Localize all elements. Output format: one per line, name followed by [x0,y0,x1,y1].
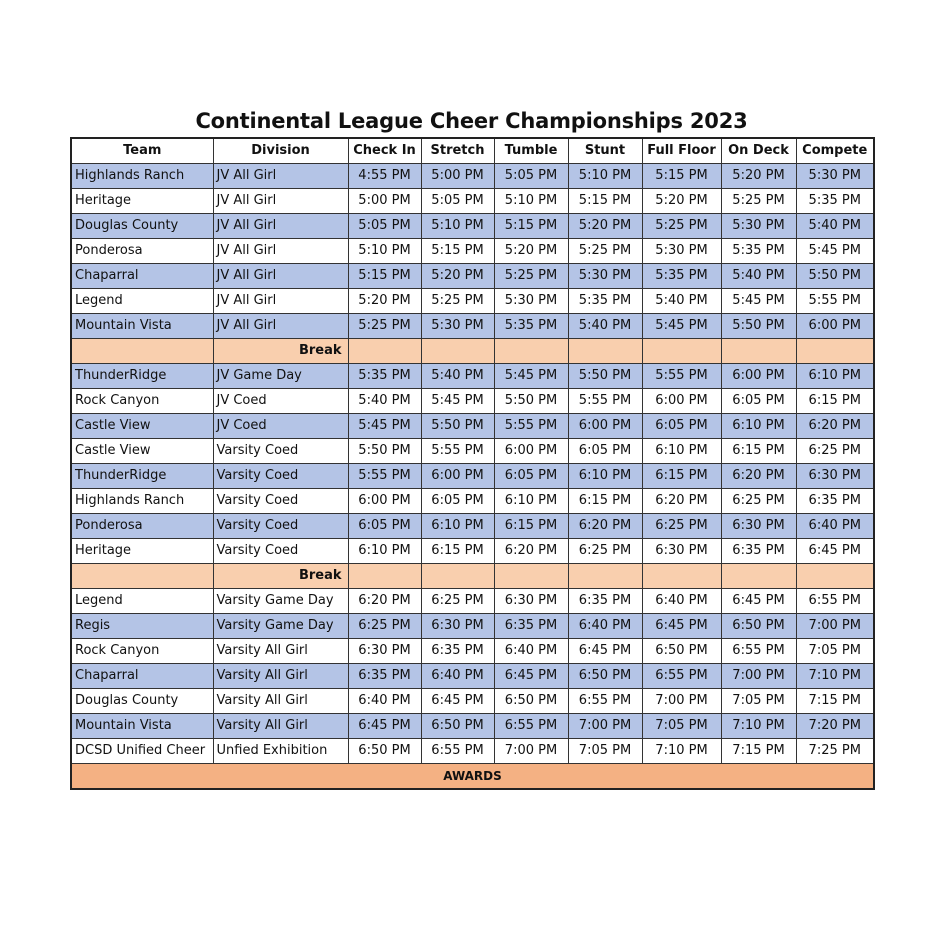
on-deck-time-cell: 6:45 PM [721,589,796,614]
check-in-time-cell: 5:35 PM [348,364,421,389]
column-header-tumble: Tumble [494,138,568,164]
division-cell: JV Coed [213,414,348,439]
division-cell: Varsity Game Day [213,614,348,639]
compete-time-cell: 5:40 PM [796,214,874,239]
stunt-time-cell: 6:00 PM [568,414,642,439]
tumble-time-cell: 5:30 PM [494,289,568,314]
check-in-time-cell: 5:10 PM [348,239,421,264]
tumble-time-cell: 5:25 PM [494,264,568,289]
stretch-time-cell: 5:00 PM [421,164,494,189]
on-deck-time-cell: 6:05 PM [721,389,796,414]
check-in-time-cell: 6:40 PM [348,689,421,714]
division-cell: JV All Girl [213,314,348,339]
full-floor-time-cell: 5:30 PM [642,239,721,264]
break-blank-cell [721,339,796,364]
tumble-time-cell: 6:40 PM [494,639,568,664]
compete-time-cell: 7:05 PM [796,639,874,664]
awards-label: AWARDS [71,764,874,790]
check-in-time-cell: 6:20 PM [348,589,421,614]
compete-time-cell: 6:55 PM [796,589,874,614]
break-blank-cell [348,339,421,364]
break-label: Break [213,564,348,589]
stunt-time-cell: 5:20 PM [568,214,642,239]
break-row [71,339,874,364]
stretch-time-cell: 5:25 PM [421,289,494,314]
check-in-time-cell: 6:05 PM [348,514,421,539]
on-deck-time-cell: 5:50 PM [721,314,796,339]
stretch-time-cell: 6:40 PM [421,664,494,689]
page-title: Continental League Cheer Championships 2023 [195,109,748,133]
full-floor-time-cell: 6:00 PM [642,389,721,414]
team-cell: Chaparral [71,264,213,289]
stunt-time-cell: 6:25 PM [568,539,642,564]
team-cell: Castle View [71,414,213,439]
stunt-time-cell: 5:10 PM [568,164,642,189]
stunt-time-cell: 6:55 PM [568,689,642,714]
tumble-time-cell: 6:05 PM [494,464,568,489]
team-cell: Mountain Vista [71,314,213,339]
compete-time-cell: 7:10 PM [796,664,874,689]
table-row [71,364,874,389]
column-header-on-deck: On Deck [721,138,796,164]
on-deck-time-cell: 7:15 PM [721,739,796,764]
division-cell: Varsity Coed [213,539,348,564]
full-floor-time-cell: 6:50 PM [642,639,721,664]
team-cell: Rock Canyon [71,639,213,664]
table-row [71,589,874,614]
stretch-time-cell: 6:50 PM [421,714,494,739]
check-in-time-cell: 6:00 PM [348,489,421,514]
on-deck-time-cell: 5:35 PM [721,239,796,264]
division-cell: Varsity All Girl [213,689,348,714]
stunt-time-cell: 6:10 PM [568,464,642,489]
stunt-time-cell: 6:05 PM [568,439,642,464]
table-row [71,189,874,214]
stretch-time-cell: 5:40 PM [421,364,494,389]
stretch-time-cell: 5:30 PM [421,314,494,339]
tumble-time-cell: 5:50 PM [494,389,568,414]
check-in-time-cell: 6:25 PM [348,614,421,639]
stretch-time-cell: 5:05 PM [421,189,494,214]
team-cell: Legend [71,289,213,314]
division-cell: JV All Girl [213,164,348,189]
tumble-time-cell: 6:10 PM [494,489,568,514]
tumble-time-cell: 5:55 PM [494,414,568,439]
tumble-time-cell: 5:45 PM [494,364,568,389]
stunt-time-cell: 5:30 PM [568,264,642,289]
stretch-time-cell: 6:15 PM [421,539,494,564]
team-cell: Legend [71,589,213,614]
division-cell: Varsity All Girl [213,664,348,689]
check-in-time-cell: 4:55 PM [348,164,421,189]
stretch-time-cell: 6:00 PM [421,464,494,489]
compete-time-cell: 6:25 PM [796,439,874,464]
compete-time-cell: 6:15 PM [796,389,874,414]
full-floor-time-cell: 6:30 PM [642,539,721,564]
check-in-time-cell: 6:30 PM [348,639,421,664]
table-row [71,239,874,264]
full-floor-time-cell: 5:55 PM [642,364,721,389]
check-in-time-cell: 5:20 PM [348,289,421,314]
table-row [71,664,874,689]
stunt-time-cell: 6:35 PM [568,589,642,614]
division-cell: Varsity Coed [213,514,348,539]
check-in-time-cell: 5:15 PM [348,264,421,289]
team-cell: ThunderRidge [71,464,213,489]
check-in-time-cell: 5:25 PM [348,314,421,339]
on-deck-time-cell: 6:10 PM [721,414,796,439]
team-cell: Regis [71,614,213,639]
table-row [71,414,874,439]
table-row [71,739,874,764]
break-blank-cell [421,564,494,589]
compete-time-cell: 5:55 PM [796,289,874,314]
check-in-time-cell: 6:10 PM [348,539,421,564]
team-cell: Heritage [71,539,213,564]
stretch-time-cell: 6:05 PM [421,489,494,514]
on-deck-time-cell: 7:05 PM [721,689,796,714]
stretch-time-cell: 6:25 PM [421,589,494,614]
awards-row [71,764,874,790]
table-row [71,264,874,289]
tumble-time-cell: 6:00 PM [494,439,568,464]
division-cell: Varsity Coed [213,439,348,464]
team-cell: Highlands Ranch [71,164,213,189]
tumble-time-cell: 6:50 PM [494,689,568,714]
tumble-time-cell: 6:30 PM [494,589,568,614]
check-in-time-cell: 5:40 PM [348,389,421,414]
full-floor-time-cell: 6:10 PM [642,439,721,464]
full-floor-time-cell: 7:00 PM [642,689,721,714]
table-row [71,214,874,239]
stretch-time-cell: 5:10 PM [421,214,494,239]
division-cell: JV Coed [213,389,348,414]
compete-time-cell: 5:30 PM [796,164,874,189]
division-cell: Varsity Game Day [213,589,348,614]
stretch-time-cell: 5:55 PM [421,439,494,464]
check-in-time-cell: 5:55 PM [348,464,421,489]
tumble-time-cell: 5:15 PM [494,214,568,239]
on-deck-time-cell: 6:30 PM [721,514,796,539]
compete-time-cell: 7:15 PM [796,689,874,714]
tumble-time-cell: 5:20 PM [494,239,568,264]
on-deck-time-cell: 6:15 PM [721,439,796,464]
table-row [71,289,874,314]
full-floor-time-cell: 6:05 PM [642,414,721,439]
table-row [71,689,874,714]
stunt-time-cell: 5:25 PM [568,239,642,264]
table-row [71,314,874,339]
on-deck-time-cell: 6:25 PM [721,489,796,514]
column-header-compete: Compete [796,138,874,164]
division-cell: JV All Girl [213,264,348,289]
column-header-division: Division [213,138,348,164]
column-header-stunt: Stunt [568,138,642,164]
table-row [71,164,874,189]
division-cell: JV All Girl [213,239,348,264]
team-cell: DCSD Unified Cheer [71,739,213,764]
division-cell: Varsity Coed [213,464,348,489]
compete-time-cell: 7:00 PM [796,614,874,639]
stretch-time-cell: 6:30 PM [421,614,494,639]
stunt-time-cell: 6:15 PM [568,489,642,514]
break-blank-cell [642,564,721,589]
division-cell: Varsity All Girl [213,714,348,739]
division-cell: JV All Girl [213,214,348,239]
tumble-time-cell: 6:35 PM [494,614,568,639]
compete-time-cell: 6:30 PM [796,464,874,489]
full-floor-time-cell: 5:35 PM [642,264,721,289]
division-cell: Varsity All Girl [213,639,348,664]
break-label: Break [213,339,348,364]
team-cell: Rock Canyon [71,389,213,414]
team-cell: Ponderosa [71,514,213,539]
check-in-time-cell: 5:50 PM [348,439,421,464]
break-blank-cell [568,339,642,364]
full-floor-time-cell: 7:05 PM [642,714,721,739]
division-cell: JV All Girl [213,289,348,314]
table-row [71,639,874,664]
team-cell: ThunderRidge [71,364,213,389]
break-blank-cell [348,564,421,589]
column-header-check-in: Check In [348,138,421,164]
stunt-time-cell: 7:00 PM [568,714,642,739]
schedule-body [71,164,874,764]
stretch-time-cell: 6:45 PM [421,689,494,714]
full-floor-time-cell: 5:20 PM [642,189,721,214]
full-floor-time-cell: 6:40 PM [642,589,721,614]
full-floor-time-cell: 6:25 PM [642,514,721,539]
team-cell: Highlands Ranch [71,489,213,514]
division-cell: Unfied Exhibition [213,739,348,764]
full-floor-time-cell: 6:45 PM [642,614,721,639]
break-blank-cell [494,339,568,364]
table-row [71,714,874,739]
on-deck-time-cell: 5:25 PM [721,189,796,214]
table-row [71,614,874,639]
table-row [71,489,874,514]
table-row [71,514,874,539]
stretch-time-cell: 6:10 PM [421,514,494,539]
header-row [71,138,874,164]
compete-time-cell: 5:50 PM [796,264,874,289]
break-blank-cell [494,564,568,589]
stunt-time-cell: 7:05 PM [568,739,642,764]
stretch-time-cell: 5:15 PM [421,239,494,264]
full-floor-time-cell: 6:20 PM [642,489,721,514]
stunt-time-cell: 5:40 PM [568,314,642,339]
full-floor-time-cell: 6:15 PM [642,464,721,489]
team-cell: Douglas County [71,689,213,714]
team-cell: Castle View [71,439,213,464]
break-blank-cell [71,339,213,364]
full-floor-time-cell: 5:45 PM [642,314,721,339]
on-deck-time-cell: 5:20 PM [721,164,796,189]
check-in-time-cell: 5:05 PM [348,214,421,239]
full-floor-time-cell: 5:25 PM [642,214,721,239]
team-cell: Ponderosa [71,239,213,264]
team-cell: Chaparral [71,664,213,689]
stunt-time-cell: 6:40 PM [568,614,642,639]
on-deck-time-cell: 5:45 PM [721,289,796,314]
check-in-time-cell: 6:50 PM [348,739,421,764]
compete-time-cell: 6:20 PM [796,414,874,439]
tumble-time-cell: 6:45 PM [494,664,568,689]
stunt-time-cell: 5:15 PM [568,189,642,214]
tumble-time-cell: 5:05 PM [494,164,568,189]
table-row [71,439,874,464]
team-cell: Douglas County [71,214,213,239]
full-floor-time-cell: 5:15 PM [642,164,721,189]
stunt-time-cell: 5:55 PM [568,389,642,414]
on-deck-time-cell: 7:00 PM [721,664,796,689]
compete-time-cell: 6:00 PM [796,314,874,339]
compete-time-cell: 5:45 PM [796,239,874,264]
tumble-time-cell: 6:15 PM [494,514,568,539]
on-deck-time-cell: 6:55 PM [721,639,796,664]
check-in-time-cell: 6:45 PM [348,714,421,739]
division-cell: JV All Girl [213,189,348,214]
column-header-full-floor: Full Floor [642,138,721,164]
full-floor-time-cell: 6:55 PM [642,664,721,689]
break-blank-cell [642,339,721,364]
on-deck-time-cell: 7:10 PM [721,714,796,739]
compete-time-cell: 7:20 PM [796,714,874,739]
team-cell: Heritage [71,189,213,214]
stunt-time-cell: 6:20 PM [568,514,642,539]
break-blank-cell [568,564,642,589]
stretch-time-cell: 6:35 PM [421,639,494,664]
check-in-time-cell: 5:45 PM [348,414,421,439]
on-deck-time-cell: 5:40 PM [721,264,796,289]
full-floor-time-cell: 5:40 PM [642,289,721,314]
stunt-time-cell: 5:50 PM [568,364,642,389]
on-deck-time-cell: 5:30 PM [721,214,796,239]
break-blank-cell [421,339,494,364]
stunt-time-cell: 6:50 PM [568,664,642,689]
break-blank-cell [71,564,213,589]
tumble-time-cell: 6:20 PM [494,539,568,564]
column-header-team: Team [71,138,213,164]
stretch-time-cell: 5:20 PM [421,264,494,289]
on-deck-time-cell: 6:20 PM [721,464,796,489]
check-in-time-cell: 6:35 PM [348,664,421,689]
column-header-stretch: Stretch [421,138,494,164]
compete-time-cell: 5:35 PM [796,189,874,214]
break-blank-cell [796,339,874,364]
compete-time-cell: 6:40 PM [796,514,874,539]
stunt-time-cell: 5:35 PM [568,289,642,314]
table-row [71,464,874,489]
team-cell: Mountain Vista [71,714,213,739]
stretch-time-cell: 6:55 PM [421,739,494,764]
on-deck-time-cell: 6:50 PM [721,614,796,639]
division-cell: JV Game Day [213,364,348,389]
tumble-time-cell: 5:10 PM [494,189,568,214]
stretch-time-cell: 5:50 PM [421,414,494,439]
full-floor-time-cell: 7:10 PM [642,739,721,764]
compete-time-cell: 6:35 PM [796,489,874,514]
schedule-table [70,137,875,790]
tumble-time-cell: 5:35 PM [494,314,568,339]
check-in-time-cell: 5:00 PM [348,189,421,214]
tumble-time-cell: 6:55 PM [494,714,568,739]
on-deck-time-cell: 6:35 PM [721,539,796,564]
compete-time-cell: 6:45 PM [796,539,874,564]
stretch-time-cell: 5:45 PM [421,389,494,414]
break-blank-cell [721,564,796,589]
break-blank-cell [796,564,874,589]
table-row [71,539,874,564]
stunt-time-cell: 6:45 PM [568,639,642,664]
tumble-time-cell: 7:00 PM [494,739,568,764]
compete-time-cell: 6:10 PM [796,364,874,389]
compete-time-cell: 7:25 PM [796,739,874,764]
on-deck-time-cell: 6:00 PM [721,364,796,389]
break-row [71,564,874,589]
division-cell: Varsity Coed [213,489,348,514]
table-row [71,389,874,414]
